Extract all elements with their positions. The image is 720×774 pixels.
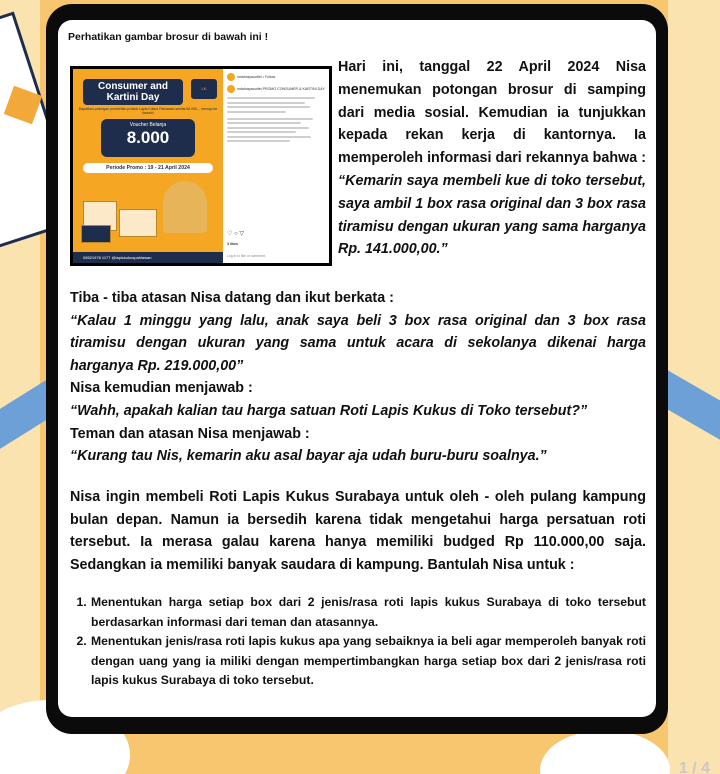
heart-icon: ♡ (227, 231, 233, 237)
story-paragraph: Nisa ingin membeli Roti Lapis Kukus Surabaya untuk oleh - oleh pulang kampung bulan depan. Namun ia bersedih karena tidak mengetahui harga persatuan roti tersebut. Ia merasa galau karena hanya memiliki budged Rp 110.000,00 saja. Sedangkan ia memiliki banyak saudara di kampung. Bantulah Nisa untuk : (70, 488, 646, 574)
side-paragraph (338, 56, 646, 261)
product-box-icon (81, 225, 111, 243)
brochure-footer: 08521978 1177 @lapiskukuspahlawan (73, 252, 223, 263)
caption-avatar (227, 85, 235, 93)
promo-period: Periode Promo : 19 - 21 April 2024 (83, 163, 213, 173)
social-post-panel (223, 69, 329, 263)
product-box-icon (119, 209, 157, 237)
account-name: indahrayaoutlet • Follow (237, 74, 276, 79)
page-number: 1 / 4 (678, 760, 710, 774)
voucher-card (101, 119, 195, 157)
reply-quote: “Kurang tau Nis, kemarin aku asal bayar aja udah buru-buru soalnya.” (70, 448, 547, 465)
reply-intro: Teman dan atasan Nisa menjawab : (70, 425, 310, 442)
main-text (70, 287, 646, 691)
coworker-quote: “Kemarin saya membeli kue di toko tersebut, saya ambil 1 box rasa original dan 3 box rasa tiramisu dengan ukuran yang sama harganya Rp. 141.000,00.” (338, 172, 646, 258)
tablet-screen (58, 20, 656, 717)
comment-icon: ○ (234, 231, 238, 237)
login-prompt: Log in to like or comment. (227, 254, 266, 258)
brochure-image (70, 66, 332, 266)
nisa-quote: “Wahh, apakah kalian tau harga satuan Roti Lapis Kukus di Toko tersebut?” (70, 402, 588, 419)
brochure-poster (73, 69, 223, 263)
product-boxes-illustration (79, 179, 217, 249)
nisa-intro: Nisa kemudian menjawab : (70, 380, 253, 397)
boss-quote: “Kalau 1 minggu yang lalu, anak saya beli 3 box rasa original dan 3 box rasa tiramisu dengan ukuran yang sama untuk acara di sekolanya dikenai harga harganya Rp. 219.000,00” (70, 312, 646, 374)
voucher-label: Voucher Belanja (129, 122, 167, 128)
brochure-subtitle: Dapatkan potongan pembelian produk Lapis Kukus Pahlawan senilai 50.000, - menuju ke bawah! (78, 107, 218, 115)
brochure-title: Consumer and Kartini Day (83, 79, 183, 105)
boss-intro: Tiba - tiba atasan Nisa datang dan ikut berkata : (70, 290, 394, 306)
task-item: 2. Menentukan jenis/rasa roti lapis kukus apa yang sebaiknya ia beli agar memperoleh banyak roti dengan uang yang ia miliki dengan mempertimbangkan harga setiap box dari 2 jenis/rasa roti lapis kukus Surabaya di toko tersebut. (90, 632, 646, 691)
share-icon: ▽ (239, 231, 244, 237)
post-likes: 3 likes (227, 242, 238, 246)
kartini-portrait-icon (163, 181, 207, 233)
task-list (70, 593, 646, 691)
side-narration: Hari ini, tanggal 22 April 2024 Nisa menemukan potongan brosur di samping dari media sosial. Kemudian ia tunjukkan kepada rekan kerja di kantornya. Ia memperoleh informasi dari rekannya bahwa : (338, 59, 646, 167)
post-caption: indahrayaoutlet PROMO CONSUMER & KARTINI DAY (237, 86, 325, 91)
post-actions (227, 232, 244, 237)
account-avatar (227, 73, 235, 81)
intro-instruction: Perhatikan gambar brosur di bawah ini ! (68, 31, 269, 43)
bg-cloud-decoration (540, 730, 670, 774)
voucher-value: 8.000 (126, 128, 170, 147)
task-item: 1. Menentukan harga setiap box dari 2 jenis/rasa roti lapis kukus Surabaya di toko tersebut berdasarkan informasi dari teman dan atasannya. (90, 593, 646, 632)
brand-logo-icon: LK (191, 79, 217, 99)
